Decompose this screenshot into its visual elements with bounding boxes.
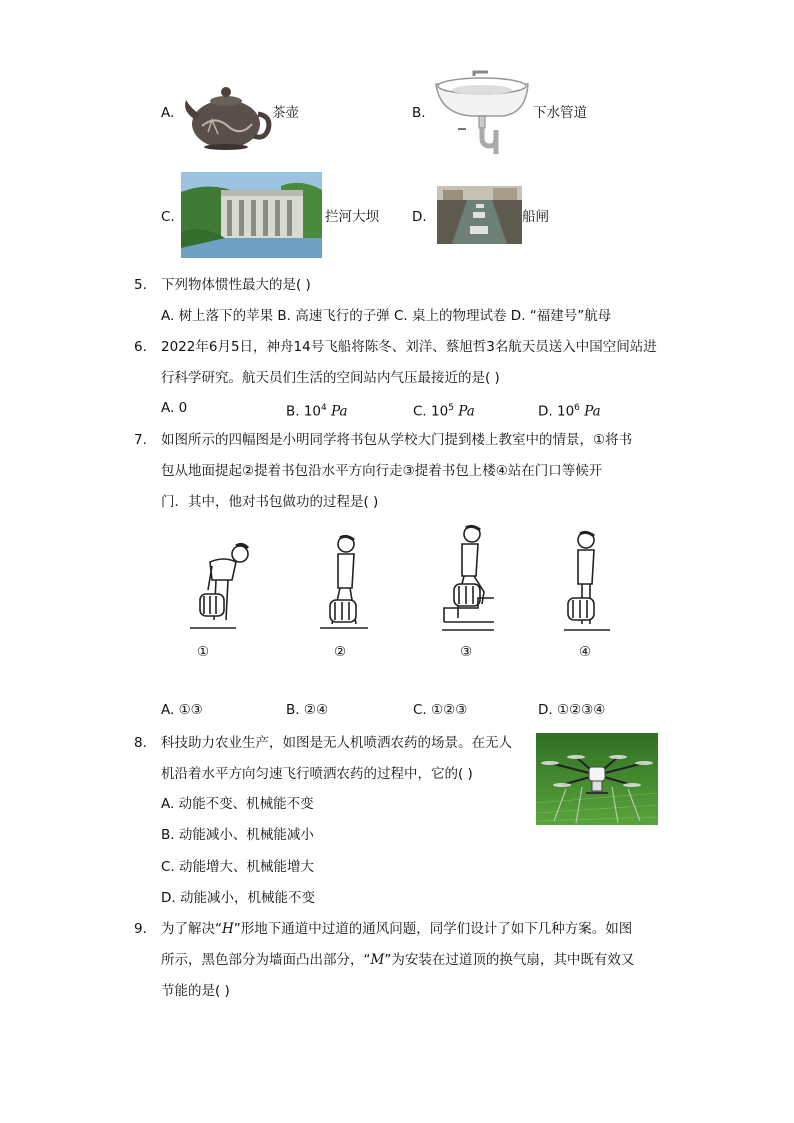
figure-climb-stairs	[438, 522, 496, 634]
q5-options: A. 树上落下的苹果 B. 高速飞行的子弹 C. 桌上的物理试卷 D. “福建号”航母	[161, 308, 612, 324]
q4-option-c-letter: C.	[161, 209, 175, 225]
figure-stand-wait	[560, 526, 616, 634]
q7-stem-line1: 如图所示的四幅图是小明同学将书包从学校大门提到楼上教室中的情景，①将书	[161, 432, 633, 448]
q9-stem-line2: 所示，黑色部分为墙面凸出部分，“M”为安装在过道顶的换气扇，其中既有效又	[161, 952, 635, 968]
q6-stem-line2: 行科学研究。航天员们生活的空间站内气压最接近的是( )	[161, 370, 500, 386]
q9-stem-line3: 节能的是( )	[161, 983, 230, 999]
q4-option-d-letter: D.	[412, 209, 427, 225]
q8-stem-line2: 机沿着水平方向匀速飞行喷洒农药的过程中，它的( )	[161, 766, 473, 782]
q7-figure-label-4: ④	[579, 644, 592, 660]
q6-option-c: C. $10^5$ Pa	[413, 403, 475, 420]
q7-figure-label-3: ③	[460, 644, 473, 660]
sink-drain-image	[432, 70, 530, 154]
q7-number: 7.	[134, 432, 147, 448]
q9-number: 9.	[134, 921, 147, 937]
q6-option-d: D. $10^6$ Pa	[538, 403, 601, 420]
q7-option-b: B. ②④	[286, 702, 329, 718]
q7-option-a: A. ①③	[161, 702, 203, 718]
q8-stem-line1: 科技助力农业生产，如图是无人机喷洒农药的场景。在无人	[161, 735, 512, 751]
q4-option-a-letter: A.	[161, 105, 175, 121]
q9-stem-line1: 为了解决“H”形地下通道中过道的通风问题，同学们设计了如下几种方案。如图	[161, 921, 633, 937]
ship-lock-image	[437, 186, 522, 244]
q5-stem: 下列物体惯性最大的是( )	[161, 277, 311, 293]
dam-image	[181, 172, 322, 258]
q7-option-c: C. ①②③	[413, 702, 468, 718]
q4-option-a-text: 茶壶	[272, 105, 299, 121]
q8-option-b: B. 动能减小、机械能减小	[161, 827, 314, 843]
q7-option-d: D. ①②③④	[538, 702, 606, 718]
figure-lift-bag	[186, 536, 258, 634]
q8-option-a: A. 动能不变、机械能不变	[161, 796, 314, 812]
q6-option-a: A. 0	[161, 400, 188, 416]
q8-number: 8.	[134, 735, 147, 751]
q5-number: 5.	[134, 277, 147, 293]
q6-stem-line1: 2022年6月5日，神舟14号飞船将陈冬、刘洋、蔡旭哲3名航天员送入中国空间站进	[161, 339, 657, 355]
q4-option-c-text: 拦河大坝	[325, 209, 379, 225]
q7-figure-label-2: ②	[334, 644, 347, 660]
q8-option-d: D. 动能减小，机械能不变	[161, 890, 315, 906]
figure-walk-bag	[316, 532, 372, 634]
q4-option-b-letter: B.	[412, 105, 426, 121]
q6-number: 6.	[134, 339, 147, 355]
q7-stem-line3: 门．其中，他对书包做功的过程是( )	[161, 494, 379, 510]
q7-stem-line2: 包从地面提起②提着书包沿水平方向行走③提着书包上楼④站在门口等候开	[161, 463, 603, 479]
teapot-image	[182, 74, 272, 152]
q4-option-d-text: 船闸	[522, 209, 549, 225]
drone-spraying-image	[536, 733, 658, 825]
q4-option-b-text: 下水管道	[533, 105, 587, 121]
q8-option-c: C. 动能增大、机械能增大	[161, 859, 315, 875]
q7-figure-label-1: ①	[197, 644, 210, 660]
q6-option-b: B. $10^4$ Pa	[286, 403, 348, 420]
